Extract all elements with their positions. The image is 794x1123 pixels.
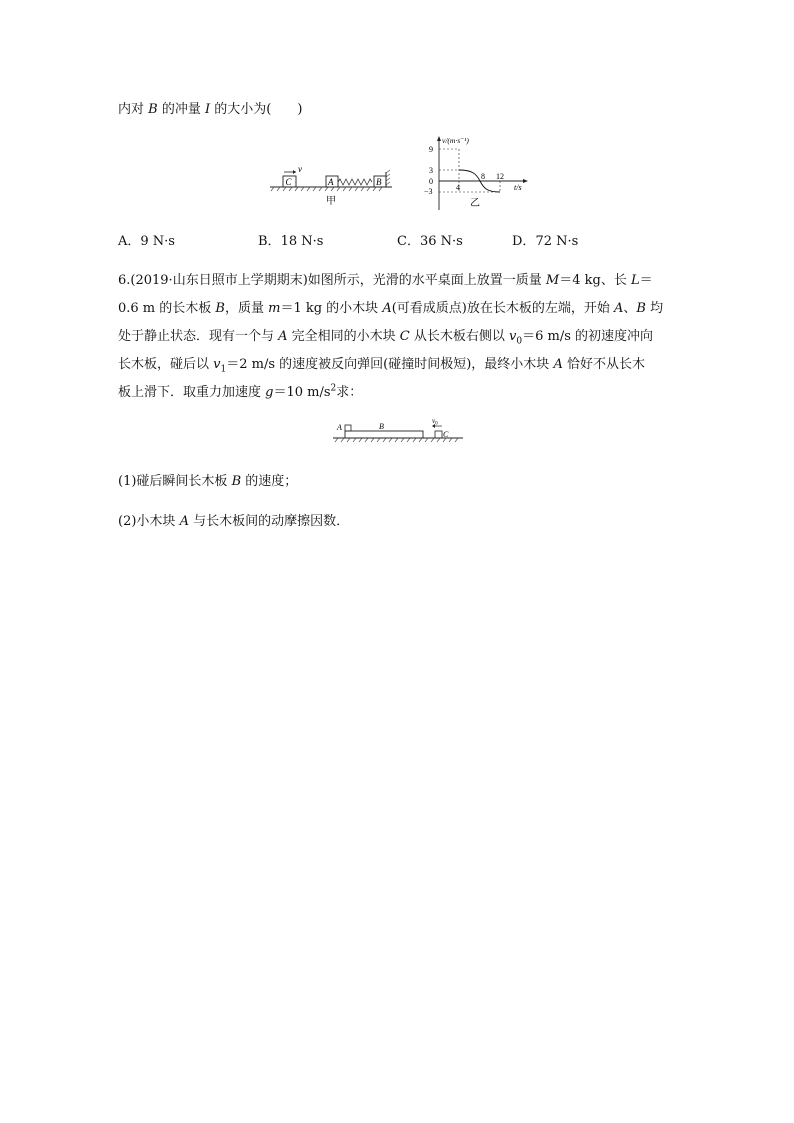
figure-jia xyxy=(266,160,396,210)
block-a-small xyxy=(345,425,351,431)
q6-line-4: 长木板，碰后以 $v_1=2$ m/s 的速度被反向弹回(碰撞时间极短)，最终小木块 A 恰好不从长木 xyxy=(118,357,645,375)
t-axis-label: t/s xyxy=(514,183,522,192)
option-a[interactable]: A．9 N·s xyxy=(118,234,175,249)
figure-yi xyxy=(418,132,538,212)
figure-jia-caption: 甲 xyxy=(326,196,336,207)
ytick-3: 3 xyxy=(429,166,433,175)
q6-line-5: 板上滑下．取重力加速度 g＝10 $m/s^2$求： xyxy=(118,383,363,400)
q5-question-tail: 内对 B 的冲量 I 的大小为( ) xyxy=(118,102,303,117)
spring xyxy=(338,179,372,185)
ytick-9: 9 xyxy=(429,145,433,154)
v0-label: $v_0$ xyxy=(432,417,438,427)
q6-line-3: 处于静止状态．现有一个与 A 完全相同的小木块 C 从长木板右侧以 $v_0=6$ m/s 的初速度冲向 xyxy=(118,329,654,347)
q6-sub-1: (1)碰后瞬间长木板 B 的速度； xyxy=(118,474,298,489)
block-b-label: B xyxy=(376,177,382,187)
wall-jia xyxy=(386,170,390,187)
figure-yi-caption: 乙 xyxy=(470,198,480,209)
block-a-label: A xyxy=(328,177,334,187)
board-b-label: B xyxy=(379,422,384,431)
q6-line-2: 0.6 m 的长木板 B，质量 m＝1 kg 的小木块 A(可看成质点)放在长木板的左端，开始 A、B 均 xyxy=(118,301,664,316)
xtick-4: 4 xyxy=(456,183,460,192)
option-c[interactable]: C．36 N·s xyxy=(397,234,463,249)
ytick-neg3: −3 xyxy=(424,187,433,196)
velocity-label: v xyxy=(298,164,302,174)
long-board-b xyxy=(345,431,423,438)
option-b[interactable]: B．18 N·s xyxy=(258,234,324,249)
v-axis-label: v/(m·s⁻¹) xyxy=(442,136,469,145)
figure-q6 xyxy=(330,414,466,446)
xtick-12: 12 xyxy=(496,172,504,181)
xtick-8: 8 xyxy=(481,172,485,181)
block-c-small xyxy=(435,431,442,438)
q6-line-1: 6.(2019·山东日照市上学期期末)如图所示，光滑的水平桌面上放置一质量 M＝4 kg、长 L＝ xyxy=(118,273,653,288)
block-c-label-q6: C xyxy=(443,430,449,439)
q6-sub-2: (2)小木块 A 与长木板间的动摩擦因数． xyxy=(118,514,350,529)
option-d[interactable]: D．72 N·s xyxy=(512,234,579,249)
block-c-label: C xyxy=(285,177,292,187)
ground-jia xyxy=(270,187,392,191)
ytick-0: 0 xyxy=(429,177,433,186)
block-a-label-q6: A xyxy=(337,423,342,432)
